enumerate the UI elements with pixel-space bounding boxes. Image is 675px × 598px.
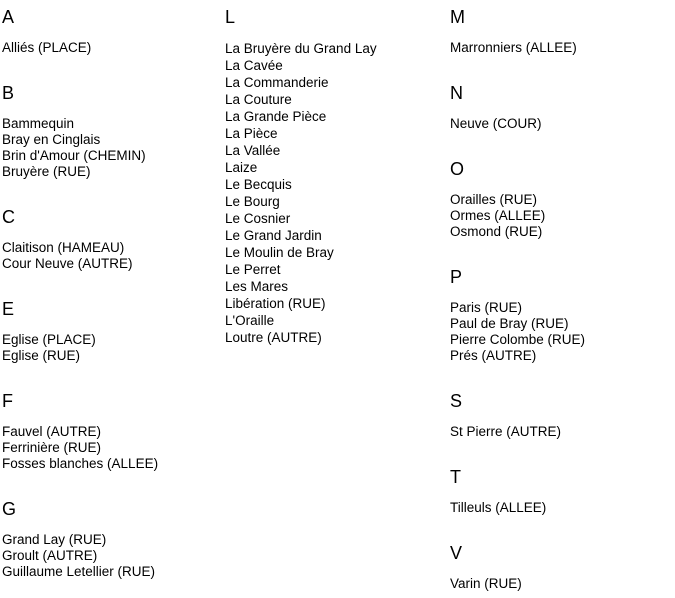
letter-heading-F: F (2, 391, 13, 411)
column-middle (225, 7, 450, 346)
street-entry: Tilleuls (ALLEE) (450, 500, 547, 515)
section-E (2, 299, 225, 364)
street-entry: Grand Lay (RUE) (2, 532, 107, 547)
letter-heading-V: V (450, 543, 463, 563)
section-A-entries (2, 40, 225, 56)
street-entry: Fauvel (AUTRE) (2, 424, 102, 439)
street-entry: Pierre Colombe (RUE) (450, 332, 586, 347)
section-F (2, 391, 225, 472)
letter-heading-S: S (450, 391, 463, 411)
section-S-entries (450, 424, 675, 440)
street-entry: Claitison (HAMEAU) (2, 240, 125, 255)
section-G-entries (2, 532, 225, 580)
section-N (450, 83, 675, 132)
street-entry: Le Grand Jardin (225, 228, 322, 243)
street-entry: La Bruyère du Grand Lay (225, 41, 377, 56)
street-entry: Alliés (PLACE) (2, 40, 92, 55)
street-entry: Brin d'Amour (CHEMIN) (2, 148, 146, 163)
column-right (450, 7, 675, 592)
street-entry: Prés (AUTRE) (450, 348, 537, 363)
section-V (450, 543, 675, 592)
street-entry: Paris (RUE) (450, 300, 523, 315)
street-entry: Eglise (PLACE) (2, 332, 96, 347)
street-entry: Groult (AUTRE) (2, 548, 98, 563)
letter-heading-C: C (2, 207, 15, 227)
street-entry: St Pierre (AUTRE) (450, 424, 562, 439)
section-M (450, 7, 675, 56)
section-N-entries (450, 116, 675, 132)
street-entry: Orailles (RUE) (450, 192, 538, 207)
letter-heading-M: M (450, 7, 465, 27)
section-F-entries (2, 424, 225, 472)
section-C (2, 207, 225, 272)
street-entry: Bammequin (2, 116, 75, 131)
street-entry: Ferrinière (RUE) (2, 440, 102, 455)
letter-heading-N: N (450, 83, 463, 103)
section-L (225, 7, 450, 346)
street-entry: Le Cosnier (225, 211, 291, 226)
street-entry: Le Bourg (225, 194, 280, 209)
street-entry: Laize (225, 160, 258, 175)
street-entry: Ormes (ALLEE) (450, 208, 546, 223)
section-C-entries (2, 240, 225, 272)
street-entry: L'Oraille (225, 313, 275, 328)
section-T (450, 467, 675, 516)
section-O-entries (450, 192, 675, 240)
street-entry: La Commanderie (225, 75, 329, 90)
street-entry: Varin (RUE) (450, 576, 522, 591)
street-entry: Neuve (COUR) (450, 116, 542, 131)
letter-heading-O: O (450, 159, 465, 179)
street-entry: Les Mares (225, 279, 289, 294)
letter-heading-A: A (2, 7, 15, 27)
section-L-entries (225, 40, 450, 346)
street-entry: Le Moulin de Bray (225, 245, 334, 260)
section-S (450, 391, 675, 440)
column-left (2, 7, 225, 580)
letter-heading-T: T (450, 467, 461, 487)
street-entry: La Grande Pièce (225, 109, 327, 124)
street-entry: Marronniers (ALLEE) (450, 40, 577, 55)
section-O (450, 159, 675, 240)
letter-heading-E: E (2, 299, 15, 319)
section-B-entries (2, 116, 225, 180)
street-entry: Loutre (AUTRE) (225, 330, 322, 345)
street-entry: Le Becquis (225, 177, 292, 192)
street-entry: La Vallée (225, 143, 281, 158)
section-A (2, 7, 225, 56)
section-M-entries (450, 40, 675, 56)
letter-heading-B: B (2, 83, 15, 103)
section-P-entries (450, 300, 675, 364)
street-entry: Bruyère (RUE) (2, 164, 91, 179)
section-P (450, 267, 675, 364)
street-entry: La Pièce (225, 126, 278, 141)
street-entry: Libération (RUE) (225, 296, 326, 311)
section-E-entries (2, 332, 225, 364)
section-B (2, 83, 225, 180)
street-entry: La Cavée (225, 58, 283, 73)
letter-heading-L: L (225, 7, 236, 27)
section-T-entries (450, 500, 675, 516)
street-entry: Cour Neuve (AUTRE) (2, 256, 133, 271)
letter-heading-G: G (2, 499, 17, 519)
letter-heading-P: P (450, 267, 463, 287)
street-entry: La Couture (225, 92, 292, 107)
street-entry: Eglise (RUE) (2, 348, 81, 363)
street-entry: Bray en Cinglais (2, 132, 101, 147)
street-entry: Osmond (RUE) (450, 224, 543, 239)
section-G (2, 499, 225, 580)
street-entry: Fosses blanches (ALLEE) (2, 456, 159, 471)
section-V-entries (450, 576, 675, 592)
street-entry: Guillaume Letellier (RUE) (2, 564, 156, 579)
street-entry: Paul de Bray (RUE) (450, 316, 569, 331)
street-entry: Le Perret (225, 262, 281, 277)
